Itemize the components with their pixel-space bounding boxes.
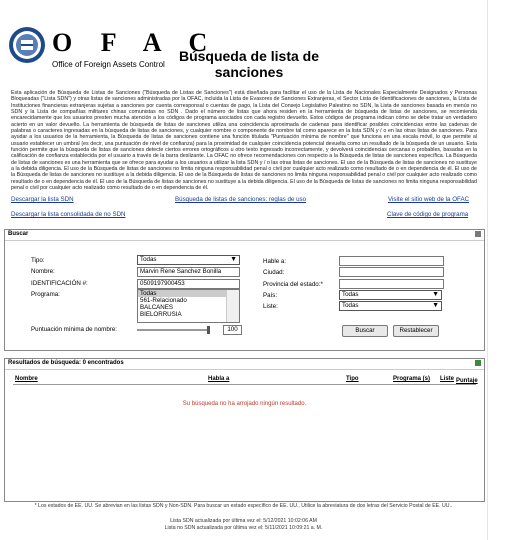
col-list-header[interactable]: Liste: [440, 376, 455, 382]
results-title: Resultados de búsqueda: 0 encontrados: [8, 360, 124, 366]
country-select[interactable]: [339, 290, 442, 300]
state-input[interactable]: [339, 279, 444, 289]
no-results-message: Su búsqueda no ha arrojado ningún resultado.: [182, 401, 307, 407]
tipo-select-value: Todas: [140, 256, 157, 263]
city-label: Ciudad:: [263, 269, 285, 276]
programa-listbox[interactable]: [137, 289, 240, 323]
score-slider-track[interactable]: [137, 329, 209, 331]
programa-option[interactable]: BALCANES: [140, 304, 174, 311]
header: [4, 26, 484, 86]
address-label: Hable a:: [263, 258, 287, 265]
score-input[interactable]: 100: [223, 325, 242, 335]
list-label: Liste:: [263, 303, 278, 310]
chevron-down-icon: ▼: [230, 256, 237, 263]
tipo-select[interactable]: [137, 255, 240, 265]
list-select[interactable]: [339, 301, 442, 311]
results-panel-header: [5, 359, 484, 370]
programa-label: Programa:: [31, 291, 60, 298]
reset-button[interactable]: Restablecer: [393, 325, 439, 337]
download-consolidated-link[interactable]: Descargar la lista consolidada de no SDN: [11, 211, 126, 218]
export-icon[interactable]: [475, 360, 481, 366]
search-rules-link[interactable]: Búsqueda de listas de sanciones: reglas de uso: [175, 196, 307, 203]
ofac-logo-text: O F A C: [52, 28, 219, 57]
col-score-header[interactable]: Puntaje: [456, 378, 478, 384]
col-type-header[interactable]: Tipo: [346, 376, 359, 382]
address-input[interactable]: [339, 256, 444, 266]
nombre-input[interactable]: Marvin Rene Sanchez Bonilla: [137, 267, 240, 277]
col-program-header[interactable]: Programa (s): [393, 376, 431, 382]
page-title: [174, 48, 324, 80]
page-title-line2: sanciones: [214, 64, 284, 80]
chevron-down-icon: ▼: [432, 291, 439, 298]
city-input[interactable]: [339, 267, 444, 277]
intro-paragraph: Esta aplicación de Búsqueda de Listas de Sanciones ("Búsqueda de Listas de Sanciones") está diseñada para facilitar el uso de la Lista de Nacionales Especialmente Designados y Personas Bloqueadas ("Lista SDN") y otras listas de sanciones administradas por la OFAC, incluida la Lista de Evasores de Sanciones Extranjeras, el Sector Lista de Identificaciones de sanciones, la Lista de Instituciones financieras extranjeras sujetas a sanciones por cuenta corresponsal o cuentas de pago, la Lista del Consejo Legislativo Palestino no SDN, la Lista de sanciones basada en menús no SDN y la Lista de compañías militares chinas comunistas no SDN . Dado el número de listas que ahora residen en la herramienta de búsqueda de listas de sanciones, se recomienda encarecidamente que los usuarios presten mucha atención a los códigos de programa asociados con cada registro devuelto. Estos códigos de programa indican cómo se debe tratar un verdadero acierto en un valor devuelto. La herramienta de búsqueda de listas de sanciones utiliza una coincidencia aproximada de cadenas para identificar posibles coincidencias entre las cadenas de palabras o caracteres ingresadas en la búsqueda de listas de sanciones, y cualquier nombre o componente de nombre tal como aparece en la lista SDN y / o en las otras listas de sanciones. Para ayudar a los usuarios de la herramienta, la Búsqueda de listas de sanciones contiene una función titulada "Puntuación mínima de nombre" que funciona en una escala móvil, lo que permite al usuario establecer un umbral (es decir, una puntuación de nivel de confianza) para la proximidad de cualquier coincidencia potencial devuelta como un resultado de la búsqueda de un usuario. Esta función permite que la búsqueda de listas de sanciones detecte ciertos errores ortográficos u otro texto ingresado incorrectamente, y devolverá coincidencias cercanas o probables, basadas en la calificación de confianza establecida por el usuario a través de la barra deslizante. La OFAC no ofrece recomendaciones con respecto a la Búsqueda de listas de sanciones específica. La Búsqueda de listas de sanciones es una herramienta que se ofrece para ayudar a los usuarios a utilizar la lista SDN y / o las otras listas de sanciones. El uso de la Búsqueda de listas de sanciones no sustituye a la debida diligencia. El uso de la Búsqueda de listas de sanciones no limita ninguna responsabilidad penal o civil por cualquier acto realizado como resultado de o en dependencia de él. El uso de la Búsqueda de listas de sanciones no sustituye a la debida diligencia. El uso de la Búsqueda de listas de sanciones no limita ninguna responsabilidad penal o civil por cualquier acto realizado como resultado de o en dependencia de él. El uso de la Búsqueda de listas de sanciones no sustituye a la debida diligencia. El uso de la Búsqueda de listas de sanciones no limita ninguna responsabilidad penal o civil por cualquier acto realizado como resultado de o en dependencia de él.: [11, 90, 477, 192]
program-key-link[interactable]: Clave de código de programa: [387, 211, 469, 218]
search-button[interactable]: Buscar: [342, 325, 388, 337]
treasury-seal-icon: [8, 26, 46, 64]
score-label: Puntuación mínima de nombre:: [31, 326, 117, 333]
tipo-label: Tipo:: [31, 257, 45, 264]
search-panel-header: [5, 230, 484, 241]
footer-updated-nonsdn: Lista no SDN actualizada por última vez el: 5/11/2021 10:09:21 a. M.: [164, 525, 323, 531]
results-panel: [4, 358, 485, 502]
search-panel: [4, 229, 485, 351]
footer-note: * Los estados de EE. UU. Se abrevian en las listas SDN y Non-SDN. Para buscar un estado específico de EE. UU., Utilice la abreviatura de dos letras del Servicio Postal de EE. UU..: [34, 503, 453, 509]
print-icon[interactable]: [475, 231, 481, 237]
programa-scrollbar[interactable]: [226, 290, 239, 322]
footer-updated-sdn: Lista SDN actualizada por última vez el: 5/12/2021 10:02:06 AM: [170, 518, 317, 524]
state-label: Provincia del estado:*: [263, 281, 323, 288]
results-divider: [13, 384, 476, 385]
id-input[interactable]: 0509197900453: [137, 279, 240, 289]
score-slider-handle[interactable]: [207, 326, 210, 334]
visit-ofac-link[interactable]: Visite el sitio web de la OFAC: [388, 196, 470, 203]
col-name-header[interactable]: Nombre: [15, 376, 38, 382]
search-section-title: Buscar: [8, 231, 29, 237]
id-label: IDENTIFICACIÓN #:: [31, 280, 88, 287]
ofac-logo-subtitle: Office of Foreign Assets Control: [52, 60, 165, 69]
programa-option[interactable]: 561-Relacionado: [140, 297, 187, 304]
country-label: País:: [263, 292, 278, 299]
list-select-value: Todas: [342, 302, 359, 309]
country-select-value: Todas: [342, 291, 359, 298]
programa-option[interactable]: BIELORRUSIA: [140, 311, 182, 318]
download-sdn-link[interactable]: Descargar la lista SDN: [11, 196, 74, 203]
programa-option[interactable]: Todas: [138, 290, 239, 297]
col-address-header[interactable]: Habla a: [208, 376, 230, 382]
chevron-down-icon: ▼: [432, 302, 439, 309]
page-title-line1: Búsqueda de lista de: [178, 48, 320, 64]
nombre-label: Nombre:: [31, 268, 55, 275]
